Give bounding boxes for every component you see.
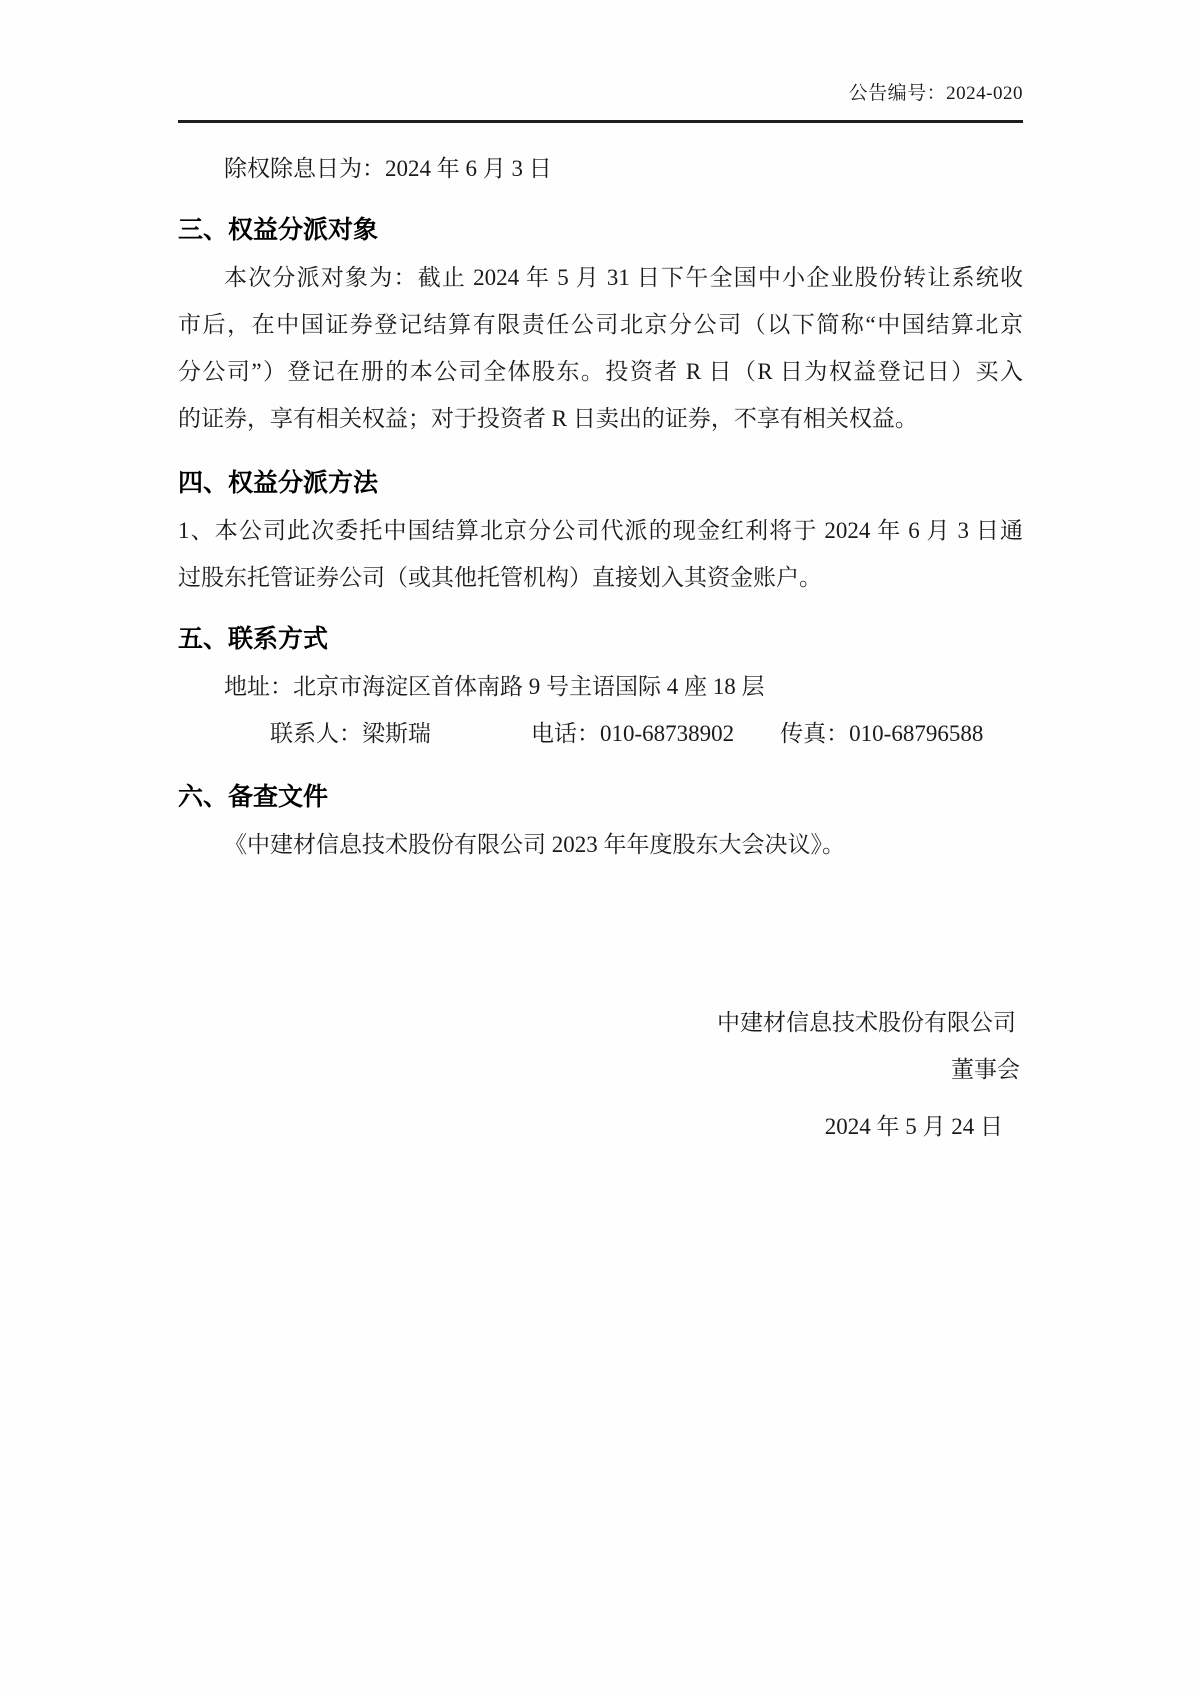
section-5-title: 五、联系方式 bbox=[178, 625, 329, 653]
signature-board: 董事会 bbox=[951, 1057, 1020, 1082]
contact-person: 联系人：梁斯瑞 bbox=[270, 721, 431, 746]
signature-company: 中建材信息技术股份有限公司 bbox=[717, 1010, 1016, 1035]
contact-phone: 电话：010-68738902 bbox=[531, 721, 735, 746]
section-3-paragraph-line: 分公司”）登记在册的本公司全体股东。投资者 R 日（R 日为权益登记日）买入 bbox=[178, 359, 1023, 384]
section-4-title: 四、权益分派方法 bbox=[178, 469, 379, 497]
contact-line bbox=[178, 710, 1023, 757]
document-content bbox=[178, 0, 1023, 1150]
section-4-paragraph-line: 过股东托管证券公司（或其他托管机构）直接划入其资金账户。 bbox=[178, 565, 822, 590]
contact-fax: 传真：010-68796588 bbox=[780, 721, 984, 746]
section-3-title: 三、权益分派对象 bbox=[178, 216, 379, 244]
reference-document-line: 《中建材信息技术股份有限公司 2023 年年度股东大会决议》。 bbox=[224, 832, 845, 857]
section-4-paragraph-line: 1、本公司此次委托中国结算北京分公司代派的现金红利将于 2024 年 6 月 3 日通 bbox=[178, 518, 1023, 543]
section-6-title: 六、备查文件 bbox=[178, 783, 329, 811]
signature-date: 2024 年 5 月 24 日 bbox=[824, 1114, 1003, 1139]
section-3-paragraph-line: 市后，在中国证券登记结算有限责任公司北京分公司（以下简称“中国结算北京 bbox=[178, 312, 1023, 337]
ex-rights-date-line: 除权除息日为：2024 年 6 月 3 日 bbox=[224, 156, 552, 181]
section-3-paragraph-line: 本次分派对象为：截止 2024 年 5 月 31 日下午全国中小企业股份转让系统收 bbox=[224, 265, 1023, 290]
signature-block bbox=[178, 999, 1023, 1150]
section-3-paragraph-line: 的证券，享有相关权益；对于投资者 R 日卖出的证券，不享有相关权益。 bbox=[178, 406, 918, 431]
announcement-number: 公告编号：2024-020 bbox=[848, 83, 1023, 104]
address-line: 地址：北京市海淀区首体南路 9 号主语国际 4 座 18 层 bbox=[224, 674, 765, 699]
header-divider bbox=[178, 120, 1023, 123]
